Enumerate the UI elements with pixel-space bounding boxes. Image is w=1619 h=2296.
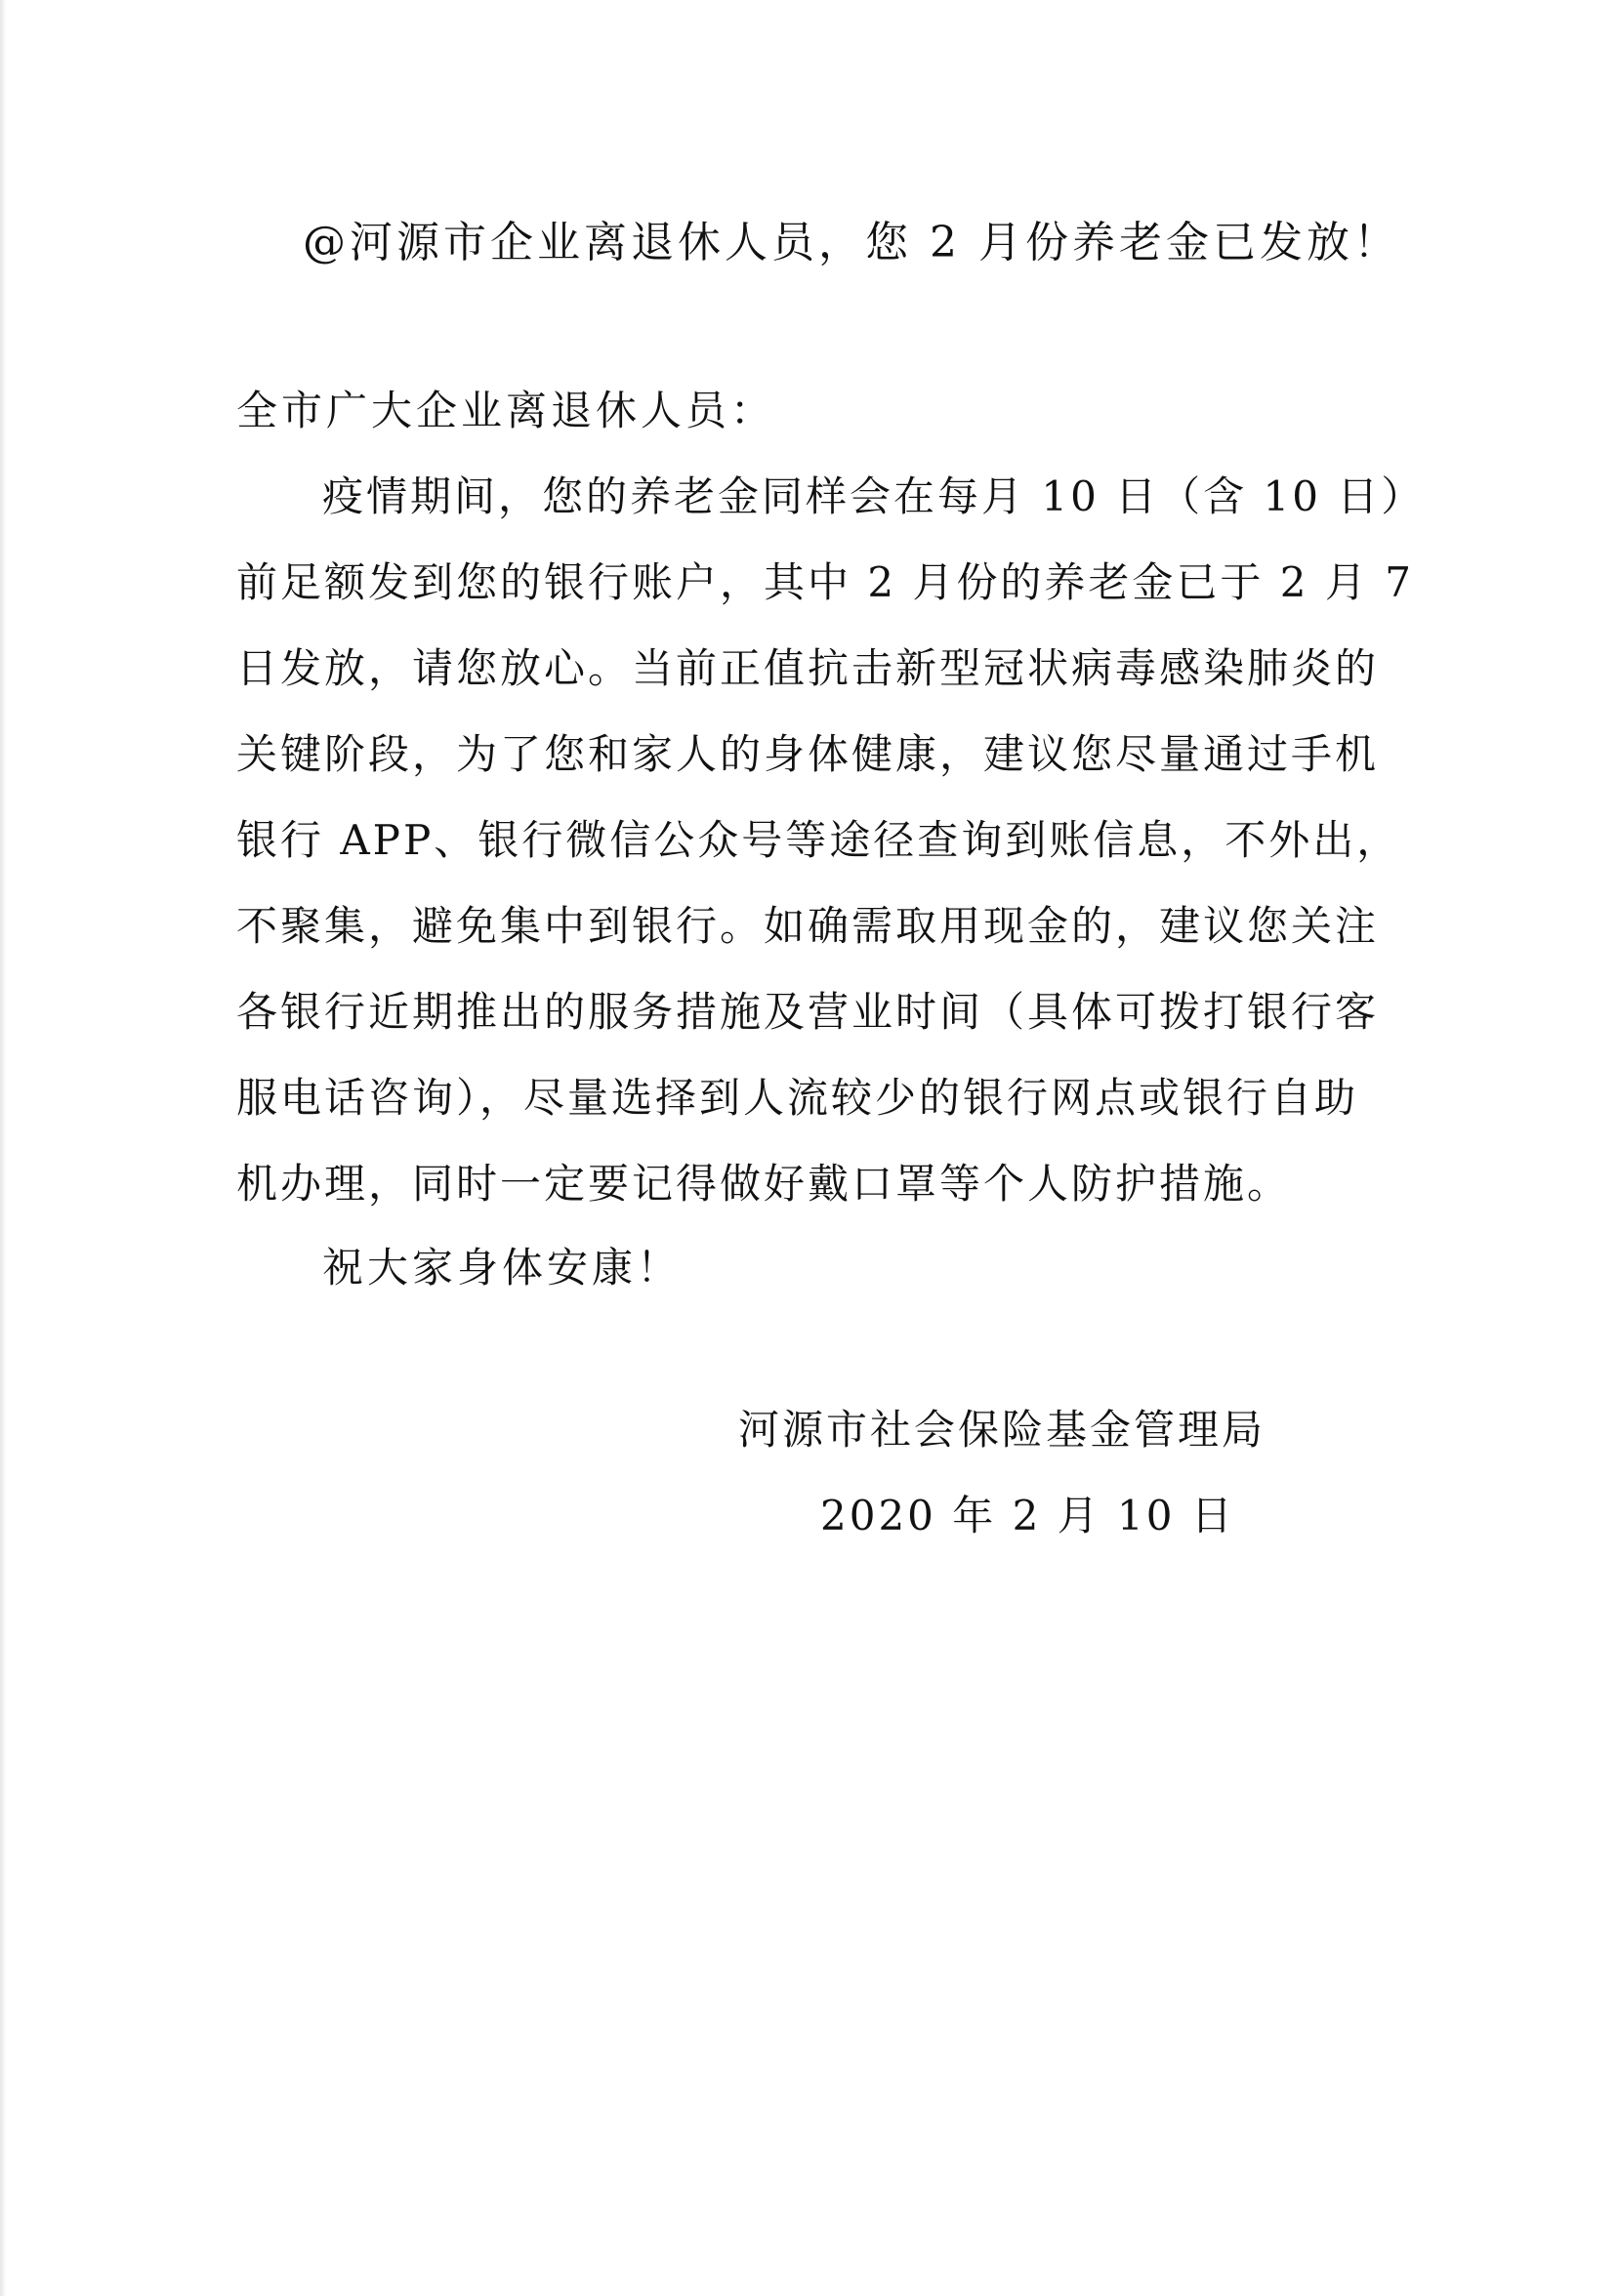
scan-edge-shadow xyxy=(0,0,6,2296)
body-line: 前足额发到您的银行账户，其中 2 月份的养老金已于 2 月 7 xyxy=(236,558,1414,606)
body-line: 不聚集，避免集中到银行。如确需取用现金的，建议您关注 xyxy=(236,902,1380,950)
notice-title: @河源市企业离退休人员，您 2 月份养老金已发放！ xyxy=(303,218,1400,267)
body-line: 银行 APP、银行微信公众号等途径查询到账信息，不外出， xyxy=(236,816,1401,864)
salutation: 全市广大企业离退休人员： xyxy=(236,387,776,434)
body-line: 各银行近期推出的服务措施及营业时间（具体可拨打银行客 xyxy=(236,988,1380,1036)
body-line: 疫情期间，您的养老金同样会在每月 10 日（含 10 日） xyxy=(322,472,1426,520)
body-line: 关键阶段，为了您和家人的身体健康，建议您尽量通过手机 xyxy=(236,730,1380,778)
body-line: 日发放，请您放心。当前正值抗击新型冠状病毒感染肺炎的 xyxy=(236,644,1380,692)
issuer-signature: 河源市社会保险基金管理局 xyxy=(738,1406,1266,1454)
closing-line: 祝大家身体安康！ xyxy=(322,1244,683,1292)
issue-date: 2020 年 2 月 10 日 xyxy=(820,1492,1235,1539)
body-line: 服电话咨询），尽量选择到人流较少的银行网点或银行自助 xyxy=(236,1074,1359,1122)
body-line: 机办理，同时一定要记得做好戴口罩等个人防护措施。 xyxy=(236,1160,1292,1208)
